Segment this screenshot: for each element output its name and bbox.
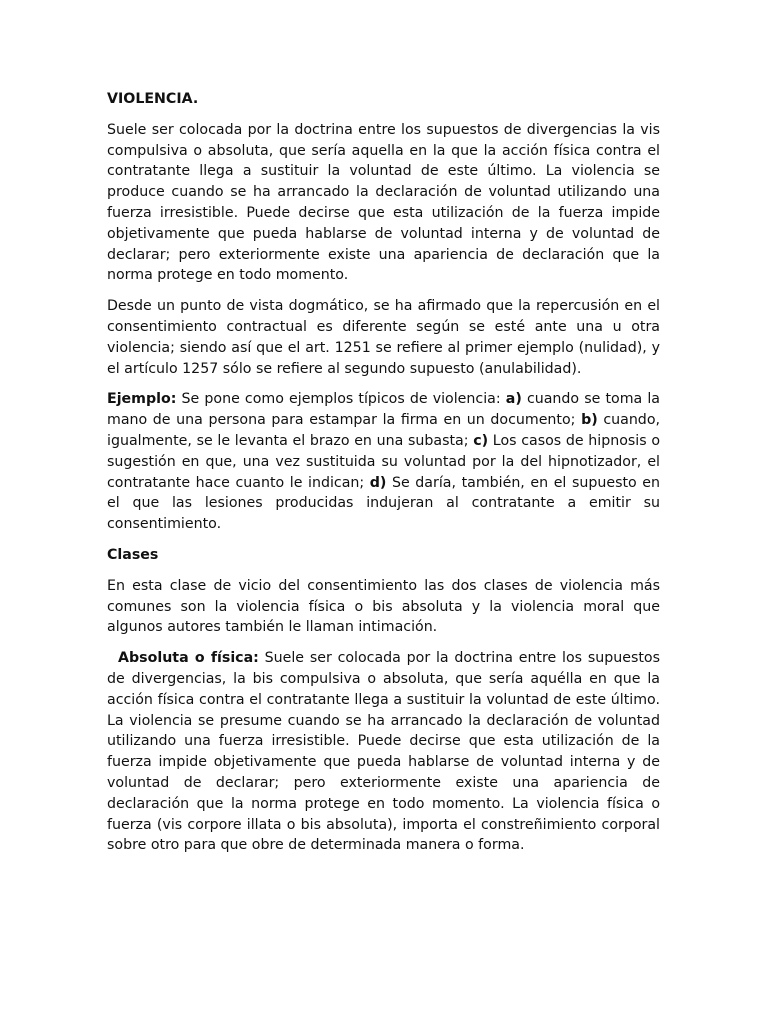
- example-b-text: cuando, igualmente, se le levanta el brazo en una subasta;: [107, 412, 661, 449]
- example-label: Ejemplo:: [107, 391, 177, 408]
- paragraph-absoluta: [107, 648, 660, 856]
- example-a-label: a): [505, 391, 522, 408]
- document-title: VIOLENCIA.: [107, 91, 199, 107]
- example-d-label: d): [369, 474, 387, 491]
- paragraph-example: [107, 389, 660, 535]
- section-heading-clases: Clases: [107, 546, 159, 563]
- example-c-label: c): [473, 432, 489, 449]
- absoluta-text: Suele ser colocada por la doctrina entre los supuestos de divergencias, la bis compulsiva o absoluta, que sería aquélla en que la acción física contra el contratante llega a sustituir la voluntad de este último. La violencia se presume cuando se ha arrancado la declaración de voluntad utilizando una fuerza irresistible. Puede decirse que esta utilización de la fuerza impide objetivamente que pueda hablarse de voluntad interna y de voluntad de declarar; pero exteriormente existe una apariencia de declaración que la norma protege en todo momento. La violencia física o fuerza (vis corpore illata o bis absoluta), importa el constreñimiento corporal sobre otro para que obre de determinada manera o forma.: [107, 650, 660, 854]
- paragraph-intro: Suele ser colocada por la doctrina entre los supuestos de divergencias la vis compulsiva o absoluta, que sería aquella en la que la acción física contra el contratante llega a sustituir la voluntad de este último. La violencia se produce cuando se ha arrancado la declaración de voluntad utilizando una fuerza irresistible. Puede decirse que esta utilización de la fuerza impide objetivamente que pueda hablarse de voluntad interna y de voluntad de declarar; pero exteriormente existe una apariencia de declaración que la norma protege en todo momento.: [107, 121, 660, 284]
- example-a-text: cuando se toma la mano de una persona para estampar la firma en un documento;: [107, 391, 660, 429]
- example-d-text: Se daría, también, en el supuesto en el que las lesiones producidas indujeran al contratante a emitir su consentimiento.: [107, 474, 660, 533]
- example-intro: Se pone como ejemplos típicos de violencia:: [176, 391, 506, 408]
- document-page: [107, 89, 660, 866]
- absoluta-label: Absoluta o física:: [118, 650, 259, 667]
- paragraph-clases: En esta clase de vicio del consentimiento las dos clases de violencia más comunes son la violencia física o bis absoluta y la violencia moral que algunos autores también le llaman intimación.: [107, 577, 660, 636]
- example-b-label: b): [581, 412, 598, 429]
- example-c-text: Los casos de hipnosis o sugestión en que, una vez sustituida su voluntad por la del hipnotizador, el contratante hace cuanto le indican;: [107, 432, 661, 491]
- paragraph-dogmatic: Desde un punto de vista dogmático, se ha afirmado que la repercusión en el consentimiento contractual es diferente según se esté ante una u otra violencia; siendo así que el art. 1251 se refiere al primer ejemplo (nulidad), y el artículo 1257 sólo se refiere al segundo supuesto (anulabilidad).: [107, 298, 660, 377]
